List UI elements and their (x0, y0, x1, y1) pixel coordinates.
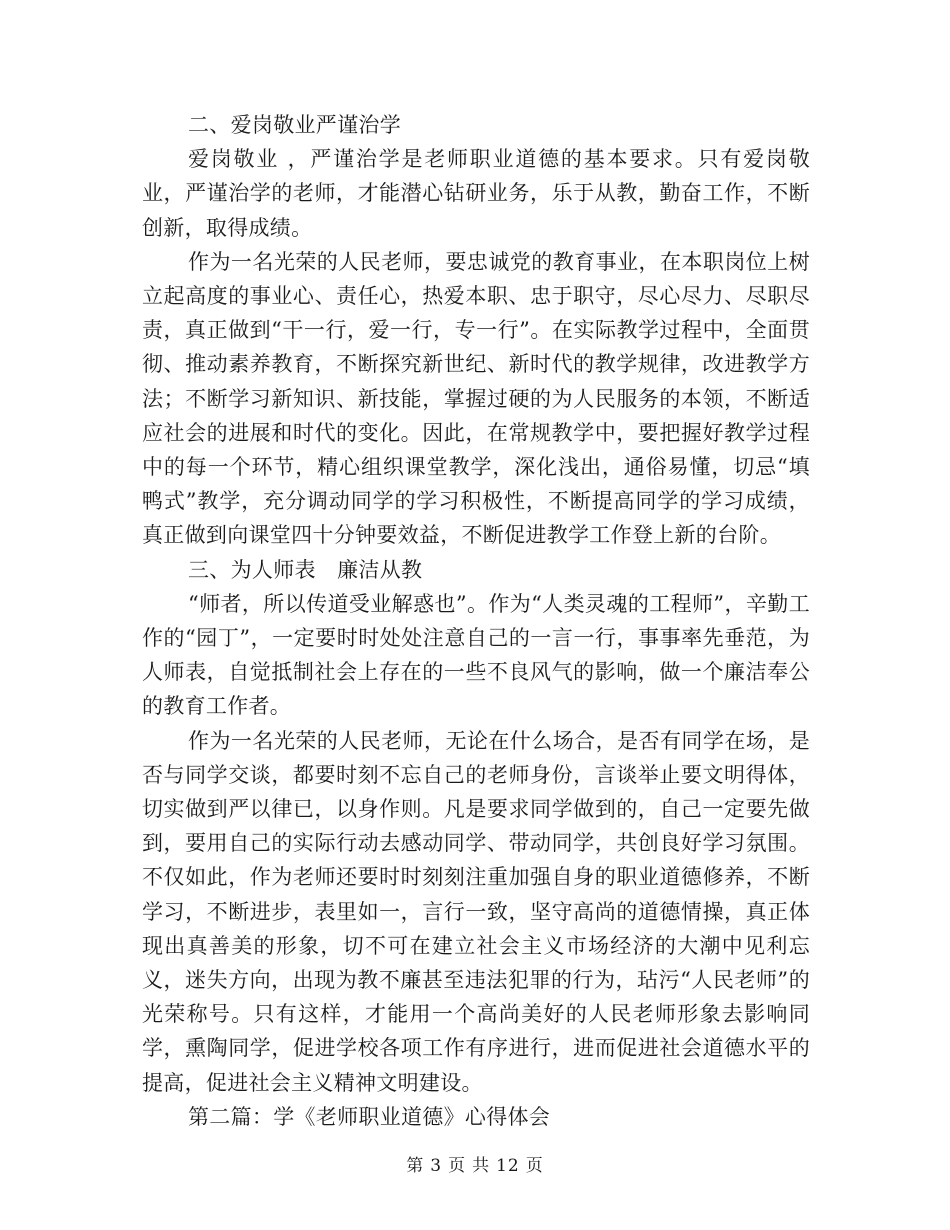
footer-page-word: 页 (448, 1156, 467, 1176)
paragraph: “师者，所以传道受业解惑也”。作为“人类灵魂的工程师”，辛勤工作的“园丁”，一定要时时处处注意自己的一言一行，事事率先垂范，为人师表，自觉抵制社会上存在的一些不良风气的影响，做一个廉洁奉公的教育工作者。 (142, 591, 810, 719)
footer-suffix: 页 (525, 1156, 544, 1176)
paragraph: 作为一名光荣的人民老师，要忠诚党的教育事业，在本职岗位上树立起高度的事业心、责任心，热爱本职、忠于职守，尽心尽力、尽职尽责，真正做到“干一行，爱一行，专一行”。在实际教学过程中，全面贯彻、推动素养教育，不断探究新世纪、新时代的教学规律，改进教学方法；不断学习新知识、新技能，掌握过硬的为人民服务的本领，不断适应社会的进展和时代的变化。因此，在常规教学中，要把握好教学过程中的每一个环节，精心组织课堂教学，深化浅出，通俗易懂，切忌“填鸭式”教学，充分调动同学的学习积极性，不断提高同学的学习成绩，真正做到向课堂四十分钟要效益，不断促进教学工作登上新的台阶。 (142, 249, 810, 548)
section-heading-3: 三、为人师表 廉洁从教 (188, 557, 423, 582)
document-body (142, 108, 810, 1134)
footer-prefix: 第 (406, 1156, 425, 1176)
section-heading-2: 二、爱岗敬业严谨治学 (188, 113, 401, 137)
page-footer (0, 1151, 950, 1176)
footer-total-word: 共 (472, 1156, 491, 1176)
footer-current-page: 3 (430, 1156, 443, 1176)
chapter-heading: 第二篇：学《老师职业道德》心得体会 (188, 1104, 551, 1129)
paragraph: 作为一名光荣的人民老师，无论在什么场合，是否有同学在场，是否与同学交谈，都要时刻不忘自己的老师身份，言谈举止要文明得体，切实做到严以律已，以身作则。凡是要求同学做到的，自己一定要先做到，要用自己的实际行动去感动同学、带动同学，共创良好学习氛围。不仅如此，作为老师还要时时刻刻注重加强自身的职业道德修养，不断学习，不断进步，表里如一，言行一致，坚守高尚的道德情操，真正体现出真善美的形象，切不可在建立社会主义市场经济的大潮中见利忘义，迷失方向，出现为教不廉甚至违法犯罪的行为，玷污“人民老师”的光荣称号。只有这样，才能用一个高尚美好的人民老师形象去影响同学，熏陶同学，促进学校各项工作有序进行，进而促进社会道德水平的提高，促进社会主义精神文明建设。 (142, 728, 810, 1095)
footer-total-pages: 12 (496, 1156, 520, 1176)
paragraph: 爱岗敬业 ，严谨治学是老师职业道德的基本要求。只有爱岗敬业，严谨治学的老师，才能潜心钻研业务，乐于从教，勤奋工作，不断创新，取得成绩。 (142, 147, 810, 240)
